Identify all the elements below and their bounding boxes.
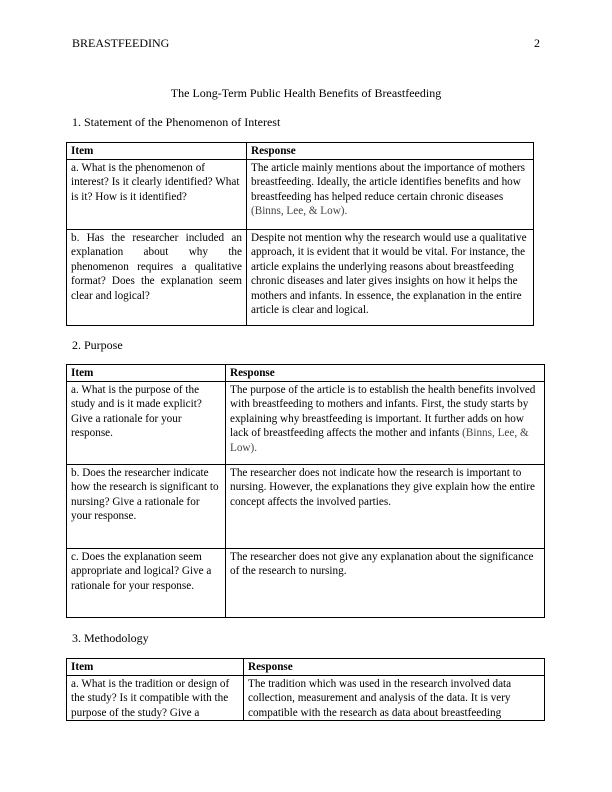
document-title: The Long-Term Public Health Benefits of Breastfeeding xyxy=(170,86,442,100)
table-row xyxy=(67,675,545,721)
response-text: The purpose of the article is to establish the health benefits involved with breastfeeding to mothers and infants. First, the study starts by explaining why breastfeeding is important. It further adds on how lack of breastfeeding affects the mother and infants xyxy=(230,383,536,439)
response-cell: Despite not mention why the research would use a qualitative approach, it is evident that it would be vital. For instance, the article explains the underlying reasons about breastfeeding chronic diseases and later gives insights on how it helps the mothers and infants. In essence, the explanation in the entire article is clear and logical. xyxy=(247,229,534,325)
item-cell: b. Does the researcher indicate how the research is significant to nursing? Give a rationale for your response. xyxy=(67,464,226,548)
response-cell: The tradition which was used in the research involved data collection, measurement and analysis of the data. It is very compatible with the research as data about breastfeeding xyxy=(244,675,545,721)
section-heading-phenomenon: 1. Statement of the Phenomenon of Interest xyxy=(72,115,281,129)
column-header-item: Item xyxy=(67,659,244,676)
citation: (Binns, Lee, & Low). xyxy=(230,427,529,454)
response-cell: The researcher does not indicate how the research is important to nursing. However, the explanations they give explain how the entire concept affects the involved parties. xyxy=(226,464,545,548)
purpose-table xyxy=(66,364,545,618)
table-row xyxy=(67,548,545,617)
table-header-row xyxy=(67,365,545,382)
item-cell: a. What is the phenomenon of interest? Is it clearly identified? What is it? How is it identified? xyxy=(67,159,247,229)
column-header-item: Item xyxy=(67,365,226,382)
column-header-item: Item xyxy=(67,143,247,160)
response-cell xyxy=(226,381,545,464)
table-row xyxy=(67,464,545,548)
running-head: BREASTFEEDING xyxy=(72,36,170,50)
response-cell xyxy=(247,159,534,229)
table-row xyxy=(67,159,534,229)
phenomenon-table xyxy=(66,142,534,326)
column-header-response: Response xyxy=(247,143,534,160)
methodology-table xyxy=(66,658,545,721)
item-cell: c. Does the explanation seem appropriate and logical? Give a rationale for your response. xyxy=(67,548,226,617)
item-cell: a. What is the tradition or design of the study? Is it compatible with the purpose of the study? Give a xyxy=(67,675,244,721)
table-header-row xyxy=(67,659,545,676)
section-heading-methodology: 3. Methodology xyxy=(72,631,149,645)
table-row xyxy=(67,381,545,464)
page-number: 2 xyxy=(534,36,540,50)
table-header-row xyxy=(67,143,534,160)
column-header-response: Response xyxy=(226,365,545,382)
response-text: The article mainly mentions about the importance of mothers breastfeeding. Ideally, the article identifies benefits and how breastfeeding has helped reduce certain chronic diseases xyxy=(251,161,526,203)
section-heading-purpose: 2. Purpose xyxy=(72,338,123,352)
item-cell: b. Has the researcher included an explanation about why the phenomenon requires a qualitative format? Does the explanation seem clear and logical? xyxy=(67,229,247,325)
item-cell: a. What is the purpose of the study and is it made explicit? Give a rationale for your response. xyxy=(67,381,226,464)
citation: (Binns, Lee, & Low). xyxy=(251,205,348,217)
response-cell: The researcher does not give any explanation about the significance of the research to nursing. xyxy=(226,548,545,617)
table-row xyxy=(67,229,534,325)
column-header-response: Response xyxy=(244,659,545,676)
